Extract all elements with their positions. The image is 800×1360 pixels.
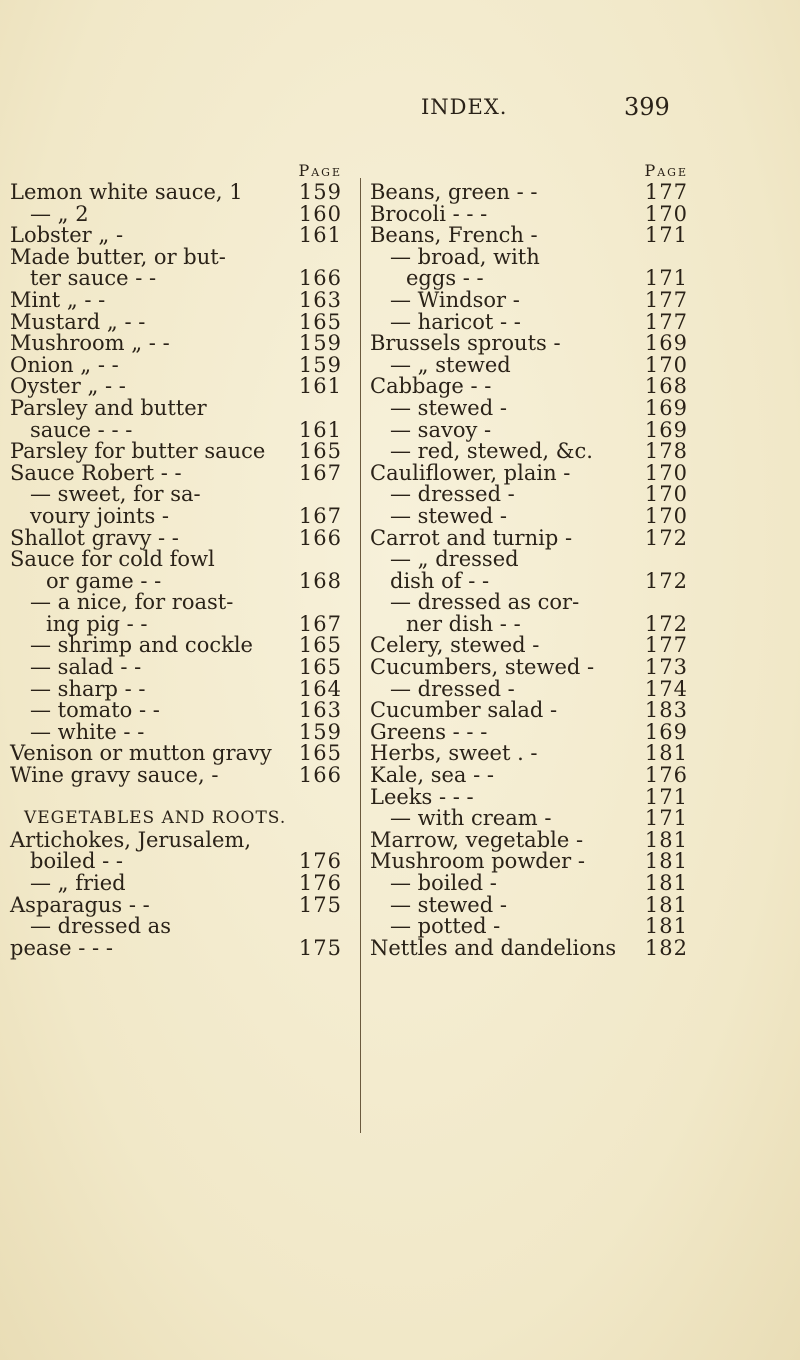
index-entry — [370, 851, 688, 873]
index-entry — [370, 784, 688, 809]
index-entry — [370, 503, 688, 528]
entry-text: Brocoli - - - — [370, 201, 488, 226]
index-entry — [370, 611, 688, 636]
entry-text: — boiled - — [390, 871, 497, 895]
entry-page: 163 — [298, 698, 342, 723]
index-entry — [370, 352, 688, 377]
index-entry — [370, 225, 688, 247]
entry-page: 161 — [298, 223, 342, 248]
entry-text: VEGETABLES AND ROOTS. — [24, 808, 287, 829]
entry-page: 181 — [644, 914, 688, 939]
entry-text: — a nice, for roast- — [30, 590, 234, 615]
entry-text: Made butter, or but- — [10, 244, 226, 269]
index-entry — [370, 309, 688, 334]
index-entry — [10, 873, 350, 895]
entry-page: 171 — [644, 784, 688, 809]
entry-text: — haricot - - — [390, 309, 521, 334]
entry-text: Parsley for butter sauce — [10, 439, 266, 464]
entry-text: Wine gravy sauce, - — [10, 763, 219, 788]
entry-page: 181 — [644, 741, 688, 766]
running-header — [0, 95, 800, 125]
index-entry — [10, 743, 350, 765]
index-entry — [10, 635, 350, 657]
entry-text: — tomato - - — [30, 698, 160, 723]
entry-text: Mustard „ - - — [10, 309, 146, 334]
index-entry — [370, 719, 688, 744]
index-entry — [370, 808, 688, 830]
index-entry — [370, 460, 688, 485]
entry-page: 166 — [298, 763, 342, 788]
entry-text: Sauce Robert - - — [10, 460, 182, 485]
entry-text: — dressed - — [390, 676, 515, 701]
index-entry — [370, 287, 688, 312]
index-entry — [370, 376, 688, 398]
entry-text: Asparagus - - — [10, 892, 150, 917]
index-entries-left — [10, 182, 350, 959]
index-entry — [10, 892, 350, 917]
entry-page: 173 — [644, 655, 688, 680]
index-entry — [370, 549, 688, 571]
entry-page: 165 — [298, 741, 342, 766]
index-entry — [370, 765, 688, 787]
entry-page: 171 — [644, 223, 688, 248]
entry-text: Venison or mutton gravy — [10, 741, 272, 766]
index-entry — [370, 201, 688, 226]
entry-page: 181 — [644, 827, 688, 852]
entry-text: Sauce for cold fowl — [10, 547, 215, 572]
index-entry — [370, 827, 688, 852]
entry-text: — broad, with — [390, 244, 540, 269]
entry-page: 176 — [644, 763, 688, 788]
entry-page: 160 — [298, 201, 342, 226]
entry-page: 169 — [644, 417, 688, 442]
entry-text: — sharp - - — [30, 676, 146, 701]
index-entry — [370, 916, 688, 938]
index-entry — [370, 873, 688, 895]
entry-page: 181 — [644, 871, 688, 895]
index-entry — [10, 916, 350, 938]
entry-page: 165 — [298, 309, 342, 334]
entry-text: ter sauce - - — [30, 266, 157, 291]
index-entry — [370, 525, 688, 550]
entry-page: 169 — [644, 331, 688, 356]
entry-text: Onion „ - - — [10, 352, 119, 377]
entry-page: 182 — [644, 935, 688, 960]
index-entry — [10, 676, 350, 701]
entry-text: Beans, French - — [370, 223, 538, 248]
entry-page: 163 — [298, 287, 342, 312]
entry-page: 167 — [298, 503, 342, 528]
entry-page: 170 — [644, 503, 688, 528]
section-heading — [10, 808, 350, 830]
page-column-label: Page — [644, 161, 688, 180]
entry-text: dish of - - — [390, 568, 490, 593]
index-entry — [10, 484, 350, 506]
index-entry — [370, 676, 688, 701]
index-entry — [10, 268, 350, 290]
entry-page: 177 — [644, 287, 688, 312]
entry-text: Lobster „ - — [10, 223, 124, 248]
entry-page: 166 — [298, 525, 342, 550]
index-entry — [10, 225, 350, 247]
entry-page: 166 — [298, 266, 342, 291]
index-column-right — [370, 160, 688, 959]
entry-text: Mushroom powder - — [370, 849, 585, 874]
entry-text: eggs - - — [406, 266, 484, 291]
index-entry — [370, 743, 688, 765]
index-entry — [370, 182, 688, 204]
entry-page: 181 — [644, 892, 688, 917]
entry-page: 167 — [298, 611, 342, 636]
entry-text: Cucumber salad - — [370, 698, 558, 723]
entry-page: 159 — [298, 331, 342, 356]
index-entry — [10, 503, 350, 528]
entry-text: ing pig - - — [46, 611, 148, 636]
entry-text: boiled - - — [30, 849, 123, 874]
entry-text: — with cream - — [390, 806, 552, 831]
index-entry — [10, 549, 350, 571]
entry-text: — dressed as cor- — [390, 590, 580, 615]
index-entry — [10, 441, 350, 463]
index-entry — [10, 333, 350, 355]
entry-text: pease - - - — [10, 935, 113, 960]
entry-text: Herbs, sweet . - — [370, 741, 538, 766]
entry-text: ner dish - - — [406, 611, 521, 636]
entry-page: 183 — [644, 698, 688, 723]
index-entry — [10, 935, 350, 960]
entry-text: Artichokes, Jerusalem, — [10, 827, 252, 852]
entry-text: Brussels sprouts - — [370, 331, 561, 356]
index-entry — [10, 657, 350, 679]
entry-text: — „ 2 — [30, 201, 89, 226]
index-entry — [10, 244, 350, 269]
entry-page: 165 — [298, 633, 342, 658]
entry-text: Parsley and butter — [10, 395, 207, 420]
index-entry — [10, 525, 350, 550]
entry-page: 172 — [644, 611, 688, 636]
index-entry — [10, 376, 350, 398]
entry-page: 172 — [644, 568, 688, 593]
entry-text: — stewed - — [390, 503, 507, 528]
entry-text: Mint „ - - — [10, 287, 106, 312]
entry-page: 164 — [298, 676, 342, 701]
entry-text: sauce - - - — [30, 417, 133, 442]
entry-page: 170 — [644, 352, 688, 377]
index-entry — [10, 592, 350, 614]
index-entry — [10, 417, 350, 442]
index-entries-right — [370, 182, 688, 959]
entry-page: 159 — [298, 719, 342, 744]
header-title: INDEX. — [421, 95, 508, 119]
index-entry — [370, 395, 688, 420]
index-entry — [10, 201, 350, 226]
entry-text: or game - - — [46, 568, 162, 593]
index-entry — [370, 635, 688, 657]
index-entry — [370, 484, 688, 506]
entry-text: — „ stewed — [390, 352, 511, 377]
entry-page: 165 — [298, 655, 342, 680]
index-entry — [370, 892, 688, 917]
index-entry — [10, 460, 350, 485]
entry-page: 171 — [644, 806, 688, 831]
entry-text: — „ fried — [30, 871, 126, 895]
entry-text: Marrow, vegetable - — [370, 827, 584, 852]
entry-text: — „ dressed — [390, 547, 519, 572]
page-number: 399 — [624, 93, 670, 121]
entry-text: — white - - — [30, 719, 145, 744]
entry-text: — dressed - — [390, 482, 515, 507]
entry-text: Shallot gravy - - — [10, 525, 179, 550]
index-entry — [370, 244, 688, 269]
entry-text: — dressed as — [30, 914, 171, 939]
index-entry — [10, 787, 350, 809]
entry-page: 181 — [644, 849, 688, 874]
index-entry — [370, 268, 688, 290]
index-entry — [10, 765, 350, 787]
entry-page: 176 — [298, 849, 342, 874]
page-column-label: Page — [298, 161, 342, 180]
entry-text: Cabbage - - — [370, 374, 492, 399]
entry-page: 170 — [644, 460, 688, 485]
entry-text: — red, stewed, &c. — [390, 439, 593, 464]
index-entry — [370, 417, 688, 442]
entry-page: 159 — [298, 180, 342, 204]
entry-page: 175 — [298, 935, 342, 960]
entry-page: 159 — [298, 352, 342, 377]
entry-text: Cauliflower, plain - — [370, 460, 571, 485]
column-divider — [360, 178, 361, 1133]
entry-page: 161 — [298, 417, 342, 442]
index-entry — [10, 395, 350, 420]
index-entry — [10, 700, 350, 722]
entry-page: 178 — [644, 439, 688, 464]
entry-text: Nettles and dandelions — [370, 935, 617, 960]
entry-text: voury joints - — [30, 503, 169, 528]
index-entry — [10, 352, 350, 377]
entry-page: 169 — [644, 719, 688, 744]
entry-text: — potted - — [390, 914, 501, 939]
entry-page: 169 — [644, 395, 688, 420]
entry-text: — sweet, for sa- — [30, 482, 201, 507]
entry-page: 168 — [644, 374, 688, 399]
index-entry — [370, 441, 688, 463]
index-entry — [370, 700, 688, 722]
index-entry — [370, 657, 688, 679]
entry-text: Cucumbers, stewed - — [370, 655, 595, 680]
entry-page: 175 — [298, 892, 342, 917]
entry-text: Celery, stewed - — [370, 633, 540, 658]
index-entry — [10, 611, 350, 636]
index-entry — [10, 719, 350, 744]
index-entry — [10, 182, 350, 204]
entry-page: 177 — [644, 180, 688, 204]
entry-text: — shrimp and cockle — [30, 633, 253, 658]
index-entry — [370, 333, 688, 355]
entry-page: 171 — [644, 266, 688, 291]
index-entry — [10, 851, 350, 873]
entry-text: — salad - - — [30, 655, 142, 680]
entry-text: Lemon white sauce, 1 — [10, 180, 243, 204]
entry-page: 170 — [644, 201, 688, 226]
index-entry — [10, 309, 350, 334]
entry-page: 177 — [644, 633, 688, 658]
entry-text: Kale, sea - - — [370, 763, 494, 788]
entry-page: 167 — [298, 460, 342, 485]
index-entry — [370, 592, 688, 614]
entry-text: Mushroom „ - - — [10, 331, 170, 356]
entry-text: Oyster „ - - — [10, 374, 126, 399]
entry-text: Carrot and turnip - — [370, 525, 573, 550]
entry-page: 176 — [298, 871, 342, 895]
entry-page: 177 — [644, 309, 688, 334]
entry-text: — stewed - — [390, 892, 507, 917]
entry-text: — savoy - — [390, 417, 492, 442]
index-entry — [10, 827, 350, 852]
entry-text: Beans, green - - — [370, 180, 538, 204]
entry-page: 165 — [298, 439, 342, 464]
index-entry — [10, 568, 350, 593]
entry-page: 168 — [298, 568, 342, 593]
index-entry — [370, 935, 688, 960]
entry-page: 161 — [298, 374, 342, 399]
entry-text: — Windsor - — [390, 287, 520, 312]
entry-page: 174 — [644, 676, 688, 701]
entry-text: Greens - - - — [370, 719, 488, 744]
index-entry — [10, 287, 350, 312]
index-entry — [370, 568, 688, 593]
entry-text: — stewed - — [390, 395, 507, 420]
entry-text: Leeks - - - — [370, 784, 474, 809]
entry-page: 172 — [644, 525, 688, 550]
index-column-left — [10, 160, 350, 959]
entry-page: 170 — [644, 482, 688, 507]
